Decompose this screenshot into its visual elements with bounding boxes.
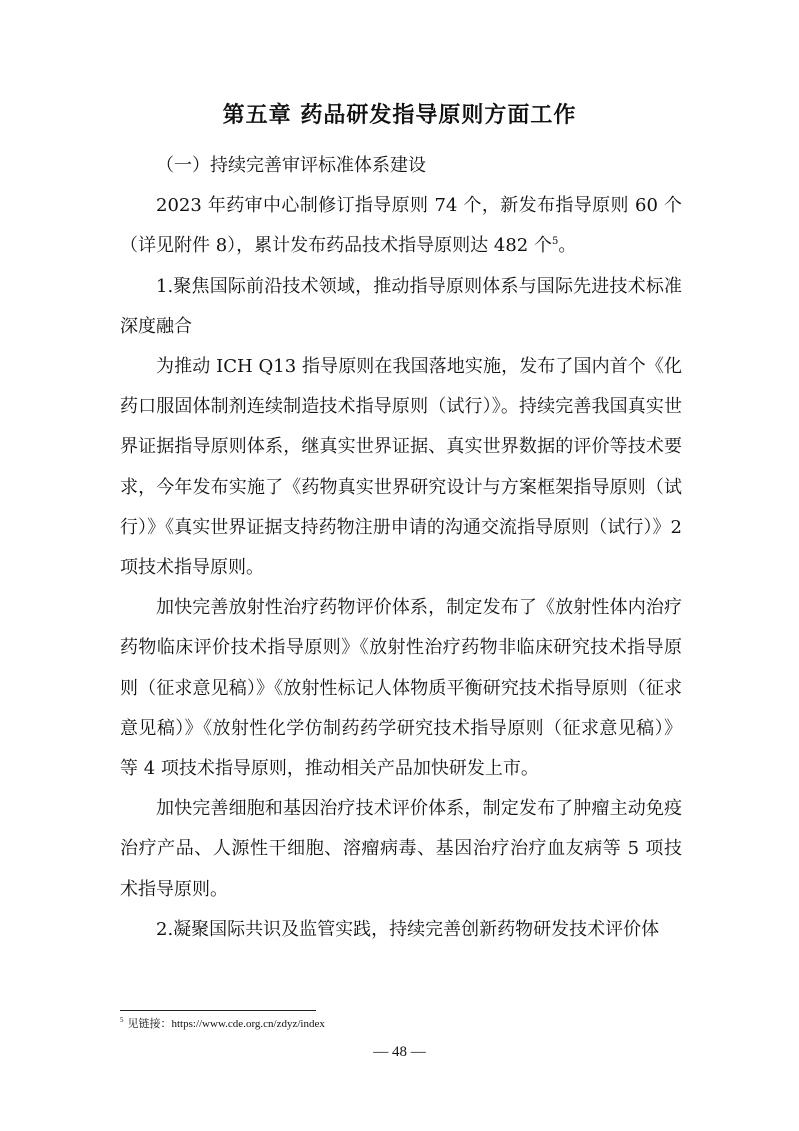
paragraph-guideline-count-text: 2023 年药审中心制修订指导原则 74 个，新发布指导原则 60 个（详见附件 8），累计发布药品技术指导原则达 482 个 xyxy=(120,195,682,257)
paragraph-cell-gene-therapy: 加快完善细胞和基因治疗技术评价体系，制定发布了肿瘤主动免疫治疗产品、人源性干细胞、溶瘤病毒、基因治疗治疗血友病等 5 项技术指导原则。 xyxy=(120,798,682,900)
paragraph-ich-q13: 为推动 ICH Q13 指导原则在我国落地实施，发布了国内首个《化药口服固体制剂连续制造技术指导原则（试行）》。持续完善我国真实世界证据指导原则体系，继真实世界证据、真实世界数据的评价等技术要求，今年发布实施了《药物真实世界研究设计与方案框架指导原则（试行）》《真实世界证据支持药物注册申请的沟通交流指导原则（试行）》2 项技术指导原则。 xyxy=(120,356,682,579)
paragraph-guideline-count xyxy=(120,186,682,266)
subheading-international-consensus: 2.凝聚国际共识及监管实践，持续完善创新药物研发技术评价体 xyxy=(156,918,660,940)
page-number: — 48 — xyxy=(373,1044,426,1060)
footnote-divider xyxy=(120,1010,316,1011)
footnote-reference: 5 xyxy=(551,236,559,248)
footnote-marker: 5 xyxy=(120,1016,124,1025)
chapter-title: 第五章 药品研发指导原则方面工作 xyxy=(222,102,577,128)
paragraph-radiotherapy: 加快完善放射性治疗药物评价体系，制定发布了《放射性体内治疗药物临床评价技术指导原则》《放射性治疗药物非临床研究技术指导原则（征求意见稿）》《放射性标记人体物质平衡研究技术指导原则（征求意见稿）》《放射性化学仿制药药学研究技术指导原则（征求意见稿）》等 4 项技术指导原则，推动相关产品加快研发上市。 xyxy=(120,597,682,780)
body-text xyxy=(120,146,682,950)
section-heading: （一）持续完善审评标准体系建设 xyxy=(156,155,426,176)
footnote xyxy=(120,1017,325,1031)
paragraph-guideline-count-tail: 。 xyxy=(558,235,577,257)
subheading-international-frontier: 1.聚焦国际前沿技术领域，推动指导原则体系与国际先进技术标准深度融合 xyxy=(120,275,682,337)
footnote-text: 见链接：https://www.cde.org.cn/zdyz/index xyxy=(127,1018,325,1030)
